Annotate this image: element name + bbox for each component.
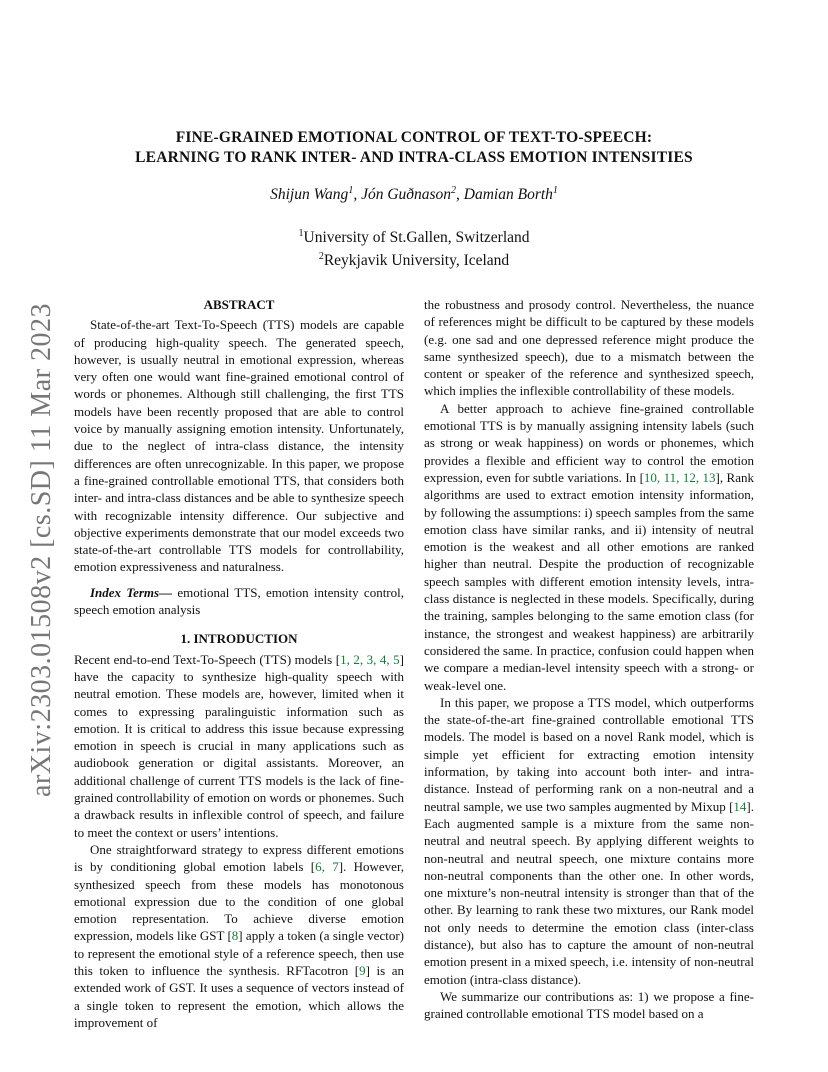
author-affiliation-mark: 1 (552, 185, 558, 196)
intro-paragraph-1 (74, 651, 404, 841)
author-name: Shijun Wang (270, 186, 349, 204)
arxiv-identifier: arXiv:2303.01508v2 [cs.SD] 11 Mar 2023 (26, 303, 57, 797)
intro-paragraph-2 (74, 841, 404, 1031)
index-terms-text: emotional TTS, emotion intensity control, speech emotion analysis (74, 584, 405, 618)
text-run: Recent end-to-end Text-To-Speech (TTS) models [ (74, 651, 341, 667)
title-line-1: FINE-GRAINED EMOTIONAL CONTROL OF TEXT-TO-SPEECH: (175, 129, 653, 146)
paper-title (80, 128, 748, 168)
intro-paragraph-5 (424, 694, 754, 988)
citation-link[interactable]: 14 (733, 798, 747, 814)
author-list: Shijun Wang$^1$, Jón Guðnason$^2$, Damian Borth$^1$ (270, 185, 558, 204)
intro-paragraph-4 (424, 400, 754, 694)
affiliation-number: 1 (298, 228, 304, 239)
citation-link[interactable]: 1, 2, 3, 4, 5 (340, 651, 400, 667)
text-run: ], Rank algorithms are used to extract emotion intensity information, by following the assumptions: i) speech samples from the same emotion class have similar ranks, and ii) intensity of neutral emotion is the weakest and all other emotions are ranked higher than neutral. Despite the production of recognizable speech samples with different emotion intensity levels, intra-class distance is neglected in these models. Specifically, during the training, samples belonging to the same emotion class (for instance, the strongest and weakest happiness) are arbitrarily considered the same. In practice, confusion could happen when we compare a median-level intensity speech with a strong- or weak-level one. (424, 469, 754, 693)
introduction-heading: 1. INTRODUCTION (180, 631, 298, 647)
left-column (74, 296, 404, 1031)
affiliation-text: University of St.Gallen, Switzerland (303, 229, 530, 247)
text-run: One straightforward strategy to express different emotions is by conditioning global emotion labels [ (74, 841, 404, 875)
intro-paragraph-6: We summarize our contributions as: 1) we propose a fine-grained controllable emotional TTS model based on a (424, 988, 754, 1022)
index-terms-label: Index Terms— (90, 584, 173, 600)
arxiv-sidebar (22, 290, 62, 810)
citation-link[interactable]: 9 (359, 962, 366, 978)
author-affiliation-mark: 2 (451, 185, 457, 196)
affiliations (80, 224, 748, 270)
author-name: Jón Guðnason (361, 186, 452, 204)
abstract-heading: ABSTRACT (203, 297, 275, 312)
citation-link[interactable]: 6, 7 (315, 859, 339, 875)
affiliation-text: Reykjavik University, Iceland (323, 252, 510, 270)
text-run: ]. Each augmented sample is a mixture from the same non-neutral and neutral speech. By applying different weights to non-neutral and neutral speech, one mixture contains more non-neutral components than the other one. In other words, one mixture’s non-neutral intensity is stronger than that of the other. By learning to rank these two mixtures, our Rank model not only needs to determine the emotion class (inter-class distance), but also has to capture the amount of non-neutral emotion present in a mixed speech, i.e. intensity of non-neutral emotion (intra-class distance). (424, 798, 754, 987)
text-run: In this paper, we propose a TTS model, which outperforms the state-of-the-art fine-grained controllable emotional TTS models. The model is based on a novel Rank model, which is simple yet efficient for extracting emotion intensity information, by taking into account both inter- and intra-distance. Instead of performing rank on a non-neutral and a neutral sample, we use two samples augmented by Mixup [ (424, 694, 754, 814)
index-terms (74, 584, 404, 619)
affiliation-number: 2 (318, 251, 324, 263)
text-run: ] have the capacity to synthesize high-quality speech with neutral emotion. These models are, however, limited when it comes to expressing paralinguistic information such as emotion. It is critical to address this issue because expressing emotion in speech is crucial in many applications such as audiobook generation or digital assistants. Moreover, an additional challenge of current TTS models is the lack of fine-grained controllability of emotion on words or phonemes. Such a drawback results in inflexible control of speech, and failure to meet the context or users’ intentions. (74, 651, 405, 840)
affiliation (80, 247, 748, 270)
text-run: ] apply a token (a single vector) to represent the emotional style of a reference speech, then use this token to influence the synthesis. RFTacotron [ (74, 928, 404, 978)
citation-link[interactable]: 10, 11, 12, 13 (643, 469, 716, 485)
abstract-text: State-of-the-art Text-To-Speech (TTS) models are capable of producing high-quality speech. The generated speech, however, is usually neutral in emotional expression, whereas very often one would want fine-grained emotional control of words or phonemes. Although still challenging, the first TTS models have been recently proposed that are able to control voice by manually assigning emotion intensity. Unfortunately, due to the neglect of intra-class distance, the intensity differences are often unrecognizable. In this paper, we propose a fine-grained controllable emotional TTS, that considers both inter- and intra-class distances and be able to synthesize speech with recognizable intensity difference. Our subjective and objective experiments demonstrate that our model exceeds two state-of-the-art controllable TTS models for controllability, emotion expressiveness and naturalness. (74, 317, 404, 575)
right-column (424, 296, 754, 1022)
text-run: ] is an extended work of GST. It uses a sequence of vectors instead of a single token to represent the emotion, which allows the improvement of (74, 962, 404, 1030)
intro-paragraph-3: the robustness and prosody control. Nevertheless, the nuance of references might be difficult to be captured by these models (e.g. one sad and one depressed reference might produce the same synthesized speech), due to a mismatch between the content or speaker of the reference and synthesized speech, which implies the inflexible controllability of these models. (424, 297, 754, 399)
author-affiliation-mark: 1 (348, 185, 354, 196)
citation-link[interactable]: 8 (231, 928, 239, 944)
affiliation (80, 224, 748, 247)
title-line-2: LEARNING TO RANK INTER- AND INTRA-CLASS EMOTION INTENSITIES (135, 149, 693, 166)
text-run: ]. However, synthesized speech from these models has monotonous emotional expression due to the condition of one global emotion representation. To achieve diverse emotion expression, models like GST [ (74, 859, 405, 944)
author-name: Damian Borth (463, 186, 553, 204)
text-run: A better approach to achieve fine-grained controllable emotional TTS is by manually assigning intensity labels (such as strong or weak happiness) on words or phonemes, which provides a flexible and efficient way to control the emotion expression, even for subtle variations. In [ (424, 400, 754, 485)
